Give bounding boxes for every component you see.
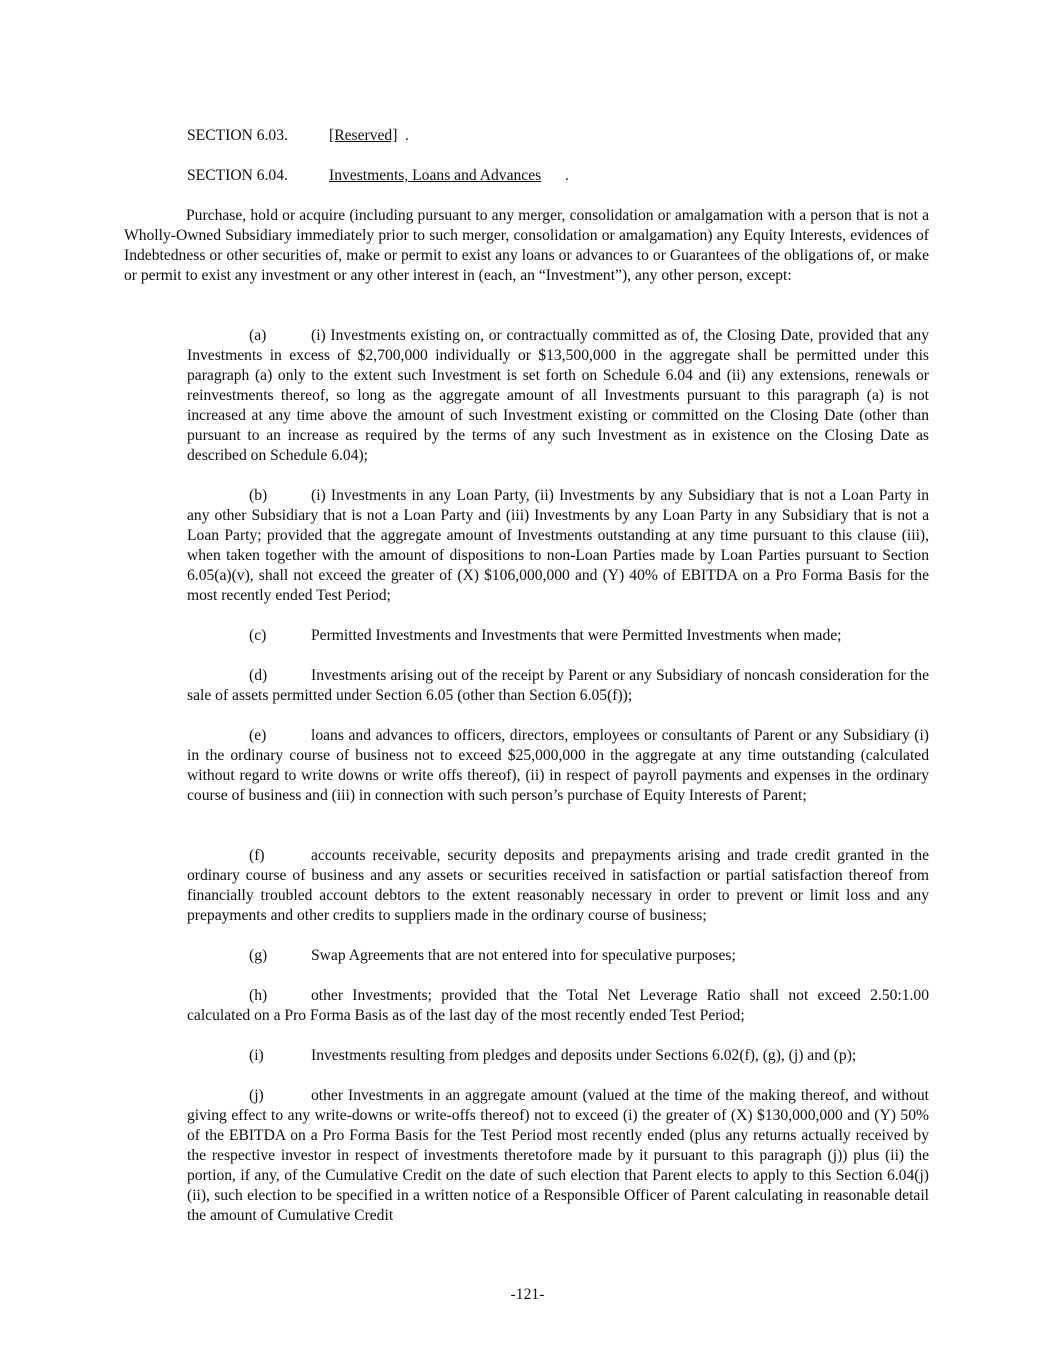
- item-text: accounts receivable, security deposits and prepayments arising and trade credit granted in the ordinary course of business and any assets or securities received in satisfaction or partial satisfaction thereof from financially troubled account debtors to the extent reasonably necessary in order to prevent or limit loss and any prepayments and other credits to suppliers made in the ordinary course of business;: [187, 847, 929, 924]
- item-label: (b): [249, 487, 268, 504]
- item-text: Investments resulting from pledges and deposits under Sections 6.02(f), (g), (j) and (p);: [311, 1047, 857, 1064]
- item-text: loans and advances to officers, directors, employees or consultants of Parent or any Subsidiary (i) in the ordinary course of business not to exceed $25,000,000 in the aggregate at any time outstanding (calculated without regard to write downs or write offs thereof), (ii) in respect of payroll payments and expenses in the ordinary course of business and (iii) in connection with such person’s purchase of Equity Interests of Parent;: [187, 727, 929, 804]
- item-label: (i): [249, 1047, 264, 1064]
- item-text: (i) Investments in any Loan Party, (ii) Investments by any Subsidiary that is not a Loan Party in any other Subsidiary that is not a Loan Party and (iii) Investments by any Loan Party in any Subsidiary that is not a Loan Party; provided that the aggregate amount of Investments outstanding at any time pursuant to this clause (iii), when taken together with the amount of dispositions to non-Loan Parties made by Loan Parties pursuant to Section 6.05(a)(v), shall not exceed the greater of (X) $106,000,000 and (Y) 40% of EBITDA on a Pro Forma Basis for the most recently ended Test Period;: [187, 487, 929, 604]
- item-label: (h): [249, 987, 268, 1004]
- list-item: [187, 1046, 929, 1066]
- list-item: [187, 1086, 929, 1226]
- intro-paragraph: Purchase, hold or acquire (including pursuant to any merger, consolidation or amalgamation with a person that is not a Wholly-Owned Subsidiary immediately prior to such merger, consolidation or amalgamation) any Equity Interests, evidences of Indebtedness or other securities of, make or permit to exist any loans or advances to or Guarantees of the obligations of, or make or permit to exist any investment or any other interest in (each, an “Investment”), any other person, except:: [124, 207, 929, 284]
- item-label: (j): [249, 1087, 264, 1104]
- item-text: other Investments in an aggregate amount (valued at the time of the making thereof, and without giving effect to any write-downs or write-offs thereof) not to exceed (i) the greater of (X) $130,000,000 and (Y) 50% of the EBITDA on a Pro Forma Basis for the Test Period most recently ended (plus any returns actually received by the respective investor in respect of investments theretofore made by it pursuant to this paragraph (j)) plus (ii) the portion, if any, of the Cumulative Credit on the date of such election that Parent elects to apply to this Section 6.04(j)(ii), such election to be specified in a written notice of a Responsible Officer of Parent calculating in reasonable detail the amount of Cumulative Credit: [187, 1087, 929, 1224]
- list-item: [187, 846, 929, 926]
- section-title: [Reserved]: [329, 127, 398, 144]
- list-item: [187, 486, 929, 606]
- section-title: Investments, Loans and Advances: [329, 167, 542, 184]
- item-label: (d): [249, 667, 268, 684]
- item-text: (i) Investments existing on, or contractually committed as of, the Closing Date, provided that any Investments in excess of $2,700,000 individually or $13,500,000 in the aggregate shall be permitted under this paragraph (a) only to the extent such Investment is set forth on Schedule 6.04 and (ii) any extensions, renewals or reinvestments thereof, so long as the aggregate amount of all Investments pursuant to this paragraph (a) is not increased at any time above the amount of such Investment existing or committed on the Closing Date (other than pursuant to an increase as required by the terms of any such Investment as in existence on the Closing Date as described on Schedule 6.04);: [187, 327, 929, 464]
- section-number: SECTION 6.03.: [187, 127, 288, 144]
- item-label: (g): [249, 947, 268, 964]
- item-text: Permitted Investments and Investments that were Permitted Investments when made;: [311, 627, 842, 644]
- item-text: Investments arising out of the receipt by Parent or any Subsidiary of noncash consideration for the sale of assets permitted under Section 6.05 (other than Section 6.05(f));: [187, 667, 929, 704]
- item-label: (e): [249, 727, 267, 744]
- list-item: [187, 946, 929, 966]
- item-label: (a): [249, 327, 267, 344]
- item-label: (c): [249, 627, 267, 644]
- list-item: [187, 986, 929, 1026]
- list-item: [187, 326, 929, 466]
- section-title-period: .: [405, 127, 409, 144]
- page-number: -121-: [510, 1286, 545, 1303]
- item-text: other Investments; provided that the Total Net Leverage Ratio shall not exceed 2.50:1.00 calculated on a Pro Forma Basis as of the last day of the most recently ended Test Period;: [187, 987, 929, 1024]
- section-number: SECTION 6.04.: [187, 167, 288, 184]
- item-label: (f): [249, 847, 265, 864]
- section-title-period: .: [565, 167, 569, 184]
- list-item: [187, 726, 929, 806]
- list-item: [187, 626, 929, 646]
- item-text: Swap Agreements that are not entered into for speculative purposes;: [311, 947, 736, 964]
- list-item: [187, 666, 929, 706]
